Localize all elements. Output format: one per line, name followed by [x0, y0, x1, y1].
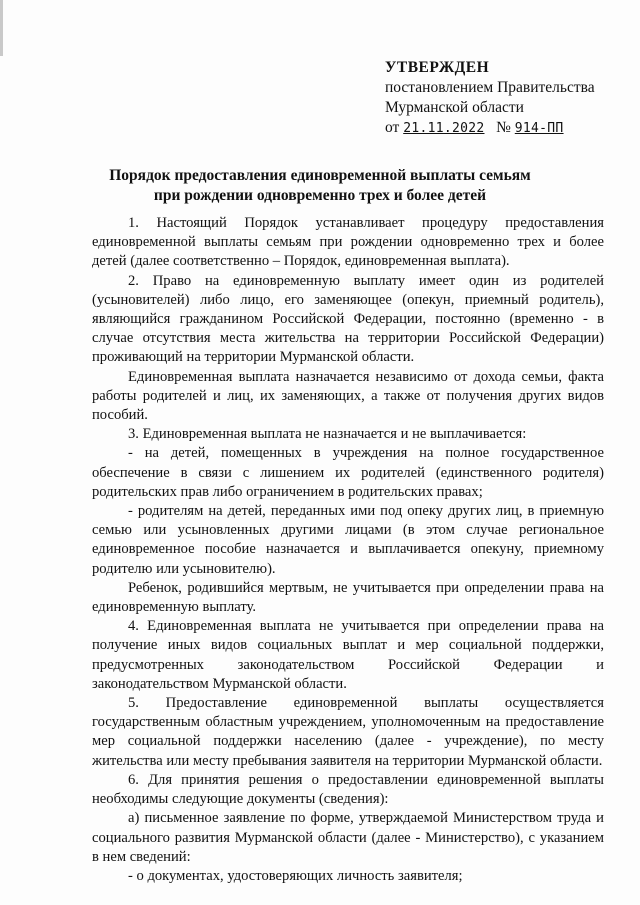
approval-date: 21.11.2022: [403, 121, 485, 136]
approval-line-2: Мурманской области: [385, 99, 524, 116]
title-line-1: Порядок предоставления единовременной выплаты семьям: [109, 167, 531, 184]
paragraph: Единовременная выплата назначается независимо от дохода семьи, факта работы родителей и лиц, их заменяющих, а также от получения других видов пособий.: [92, 368, 604, 424]
document-title: [80, 166, 560, 206]
scan-edge-mark: [0, 0, 3, 56]
paragraph: 5. Предоставление единовременной выплаты осуществляется государственным областным учреждением, уполномоченным на предоставление мер социальной поддержки населению (далее - учреждение), по месту жительства или месту пребывания заявителя на территории Мурманской области.: [92, 695, 604, 769]
paragraph: - родителям на детей, переданных ими под опеку других лиц, в приемную семью или усыновленных другими лицами (в этом случае региональное единовременное пособие назначается и выплачивается опекуну, приемному родителю или усыновителю).: [92, 503, 604, 577]
paragraph: 4. Единовременная выплата не учитывается при определении права на получение иных видов социальных выплат и мер социальной поддержки, предусмотренных законодательством Российской Федерации и законодательством Мурманской области.: [92, 618, 604, 692]
paragraph: - о документах, удостоверяющих личность заявителя;: [128, 867, 463, 884]
paragraph: 3. Единовременная выплата не назначается и не выплачивается:: [128, 426, 527, 443]
approval-number: 914-ПП: [514, 121, 564, 136]
paragraph: 1. Настоящий Порядок устанавливает процедуру предоставления единовременной выплаты семьям при рождении одновременно трех и более детей (далее соответственно – Порядок, единовременная выплата).: [92, 215, 604, 270]
paragraph: 6. Для принятия решения о предоставлении единовременной выплаты необходимы следующие документы (сведения):: [92, 771, 604, 808]
approval-date-line: [385, 118, 625, 139]
document-body: [92, 214, 604, 886]
paragraph: - на детей, помещенных в учреждения на полное государственное обеспечение в связи с лишением их родителей (единственного родителя) родительских прав либо ограничением в родительских правах;: [92, 445, 604, 500]
paragraph: Ребенок, родившийся мертвым, не учитывается при определении права на единовременную выплату.: [92, 579, 604, 616]
title-line-2: при рождении одновременно трех и более детей: [153, 187, 487, 204]
paragraph: 2. Право на единовременную выплату имеет один из родителей (усыновителей) либо лицо, его заменяющее (опекун, приемный родитель), являющийся гражданином Российской Федерации, постоянно (временно - в случае отсутствия места жительства на территории Российской Федерации) проживающий на территории Мурманской области.: [92, 272, 604, 366]
approval-heading: УТВЕРЖДЕН: [385, 59, 490, 76]
paragraph: а) письменное заявление по форме, утверждаемой Министерством труда и социального развития Мурманской области (далее - Министерство), с указанием в нем сведений:: [92, 810, 604, 865]
number-prefix: №: [496, 119, 511, 136]
date-prefix: от: [385, 119, 400, 136]
approval-stamp: [385, 58, 625, 139]
approval-line-1: постановлением Правительства: [385, 79, 595, 96]
